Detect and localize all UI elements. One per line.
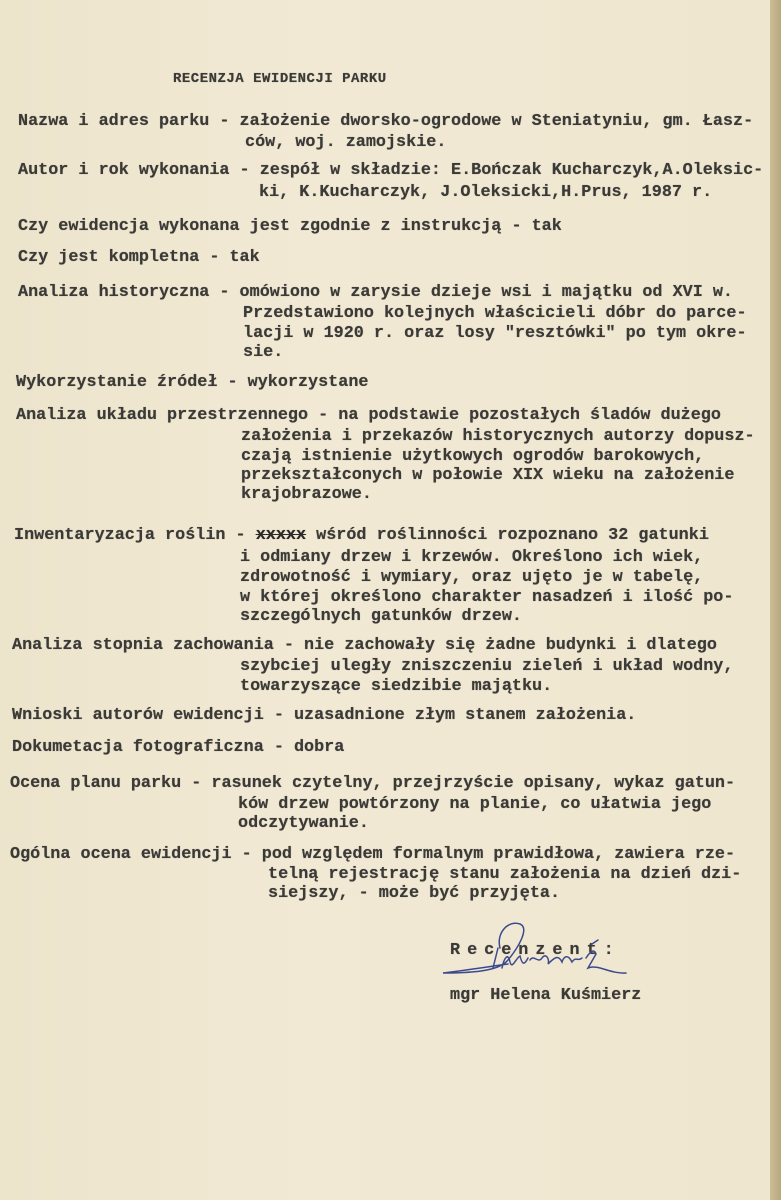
text-line: Przedstawiono kolejnych właścicieli dóbr do parce- (243, 304, 747, 323)
text-line: Wykorzystanie źródeł - wykorzystane (16, 373, 369, 392)
text-line: krajobrazowe. (241, 485, 372, 504)
text-line: wśród roślinności rozpoznano 32 gatunki (316, 526, 709, 545)
text-line: szczególnych gatunków drzew. (240, 607, 522, 626)
text-line: ków drzew powtórzony na planie, co ułatwia jego (238, 795, 712, 814)
text-line: przekształconych w połowie XIX wieku na założenie (241, 466, 735, 485)
text-line: Ocena planu parku - rasunek czytelny, przejrzyście opisany, wykaz gatun- (10, 774, 736, 793)
text-line: telną rejestrację stanu założenia na dzień dzi- (268, 865, 742, 884)
text-line: Dokumetacja fotograficzna - dobra (12, 738, 345, 757)
text-line: Czy jest kompletna - tak (18, 248, 260, 267)
text-line: Czy ewidencja wykonana jest zgodnie z instrukcją - tak (18, 217, 562, 236)
struck-word: xxxxx (255, 526, 307, 545)
reviewer-name: mgr Helena Kuśmierz (450, 986, 642, 1005)
text-line: towarzyszące siedzibie majątku. (240, 677, 553, 696)
text-line: odczytywanie. (238, 814, 369, 833)
text-line: Ogólna ocena ewidencji - pod względem formalnym prawidłowa, zawiera rze- (10, 845, 736, 864)
text-line: sie. (243, 343, 284, 362)
text-line: ki, K.Kucharczyk, J.Oleksicki,H.Prus, 1987 r. (259, 183, 713, 202)
text-line: Analiza układu przestrzennego - na podstawie pozostałych śladów dużego (16, 406, 721, 425)
text-line: Wnioski autorów ewidencji - uzasadnione złym stanem założenia. (12, 706, 637, 725)
text-line: Inwentaryzacja roślin - (14, 526, 256, 545)
paper-edge (770, 0, 781, 1200)
document-title: RECENZJA EWIDENCJI PARKU (173, 71, 387, 87)
text-line: Autor i rok wykonania - zespół w składzie: E.Bończak Kucharczyk,A.Oleksic- (18, 161, 764, 180)
text-line: siejszy, - może być przyjęta. (268, 884, 561, 903)
handwritten-signature (438, 918, 638, 993)
text-line: i odmiany drzew i krzewów. Określono ich wiek, (240, 548, 704, 567)
reviewer-label: Recenzent: (450, 941, 621, 960)
text-line: założenia i przekazów historycznych autorzy dopusz- (241, 427, 755, 446)
text-line: zdrowotność i wymiary, oraz ujęto je w tabelę, (240, 568, 704, 587)
text-line: Nazwa i adres parku - założenie dworsko-ogrodowe w Steniatyniu, gm. Łasz- (18, 112, 754, 131)
text-line: Analiza historyczna - omówiono w zarysie dzieje wsi i majątku od XVI w. (18, 283, 733, 302)
text-line: ców, woj. zamojskie. (245, 133, 447, 152)
text-line: czają istnienie użytkowych ogrodów barokowych, (241, 447, 705, 466)
text-line: w której określono charakter nasadzeń i ilość po- (240, 588, 734, 607)
text-line: lacji w 1920 r. oraz losy "resztówki" po tym okre- (243, 324, 747, 343)
text-line: szybciej uległy zniszczeniu zieleń i układ wodny, (240, 657, 734, 676)
text-line: Analiza stopnia zachowania - nie zachowały się żadne budynki i dlatego (12, 636, 717, 655)
